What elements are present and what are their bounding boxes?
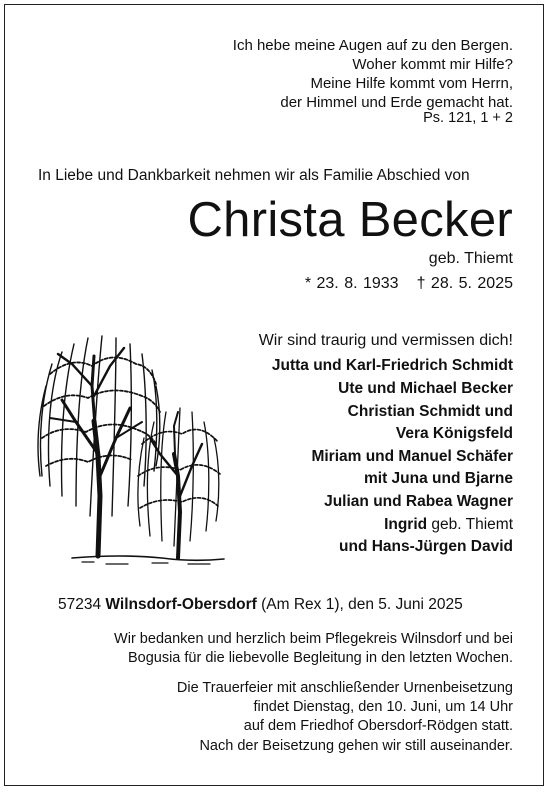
verse-reference: Ps. 121, 1 + 2 xyxy=(423,110,513,126)
mourner-line: Christian Schmidt und xyxy=(347,403,513,420)
mourner-line: Vera Königsfeld xyxy=(395,425,513,442)
funeral-details xyxy=(177,679,513,736)
town: Wilnsdorf-Obersdorf xyxy=(105,596,257,613)
mourner-line: Miriam und Manuel Schäfer xyxy=(311,448,513,465)
birth-date: * 23. 8. 1933 xyxy=(304,275,399,292)
postal-code: 57234 xyxy=(58,596,106,613)
deceased-name: Christa Becker xyxy=(187,193,513,247)
mourner-birth-name: geb. Thiemt xyxy=(427,516,513,533)
mourning-message: Wir sind traurig und vermissen dich! xyxy=(258,332,513,349)
mourners-list xyxy=(272,355,513,558)
verse-line: der Himmel und Erde gemacht hat. xyxy=(280,94,513,111)
life-dates xyxy=(305,275,513,293)
mourner-line: mit Juna und Bjarne xyxy=(364,470,513,487)
birth-name: geb. Thiemt xyxy=(428,250,513,267)
intro-text: In Liebe und Dankbarkeit nehmen wir als Familie Abschied von xyxy=(38,167,470,184)
mourner-line: Jutta und Karl-Friedrich Schmidt xyxy=(271,357,513,374)
verse-line: Meine Hilfe kommt vom Herrn, xyxy=(310,75,513,92)
mourner-line: Julian und Rabea Wagner xyxy=(324,493,513,510)
address-date: (Am Rex 1), den 5. Juni 2025 xyxy=(256,596,463,613)
verse-line: Ich hebe meine Augen auf zu den Bergen. xyxy=(232,37,513,54)
weeping-willow-illustration xyxy=(32,326,230,570)
thanks-line: Bogusia für die liebevolle Begleitung in den letzten Wochen. xyxy=(127,650,513,666)
place-and-date xyxy=(58,596,463,614)
funeral-line: auf dem Friedhof Obersdorf-Rödgen statt. xyxy=(243,718,513,734)
funeral-line: Die Trauerfeier mit anschließender Urnenbeisetzung xyxy=(176,680,513,696)
thanks-line: Wir bedanken und herzlich beim Pflegekreis Wilnsdorf und bei xyxy=(114,631,513,647)
verse-line: Woher kommt mir Hilfe? xyxy=(352,56,513,73)
mourner-line: Ute und Michael Becker xyxy=(338,380,513,397)
closing-text: Nach der Beisetzung gehen wir still auseinander. xyxy=(199,738,513,754)
mourner-line xyxy=(272,514,513,536)
mourner-first-name: Ingrid xyxy=(384,516,428,533)
mourner-line: und Hans-Jürgen David xyxy=(339,538,513,555)
bible-verse xyxy=(233,36,513,112)
death-date: † 28. 5. 2025 xyxy=(416,275,513,292)
funeral-line: findet Dienstag, den 10. Juni, um 14 Uhr xyxy=(253,699,513,715)
thanks-text xyxy=(114,630,513,668)
